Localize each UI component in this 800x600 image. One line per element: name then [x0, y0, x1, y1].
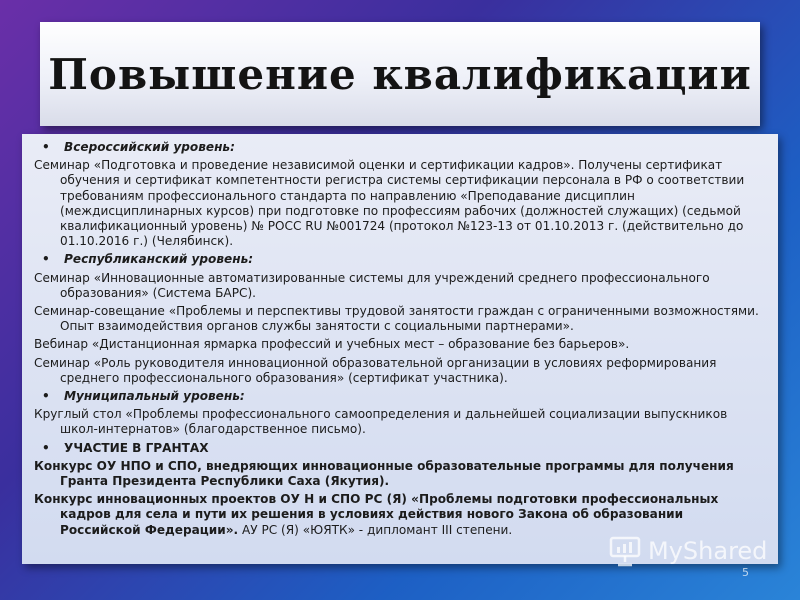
section-heading-grants: • УЧАСТИЕ В ГРАНТАХ: [34, 441, 766, 456]
grant-item: [34, 492, 766, 538]
grant-item: Конкурс ОУ НПО и СПО, внедряющих инновационные образовательные программы для получения Гранта Президента Республики Саха (Якутия).: [34, 458, 734, 489]
title-box: [40, 22, 760, 126]
section-heading-municipal: • Муниципальный уровень:: [34, 389, 766, 404]
watermark-text: MyShared: [648, 537, 768, 565]
slide-title: Повышение квалификации: [48, 49, 752, 99]
content-box: [22, 134, 778, 564]
list-item: Семинар «Инновационные автоматизированные системы для учреждений среднего профессионального образования» (Система БАРС).: [34, 270, 710, 300]
grant-item-result: АУ РС (Я) «ЮЯТК» - дипломант III степени.: [238, 522, 513, 537]
list-item: Семинар-совещание «Проблемы и перспективы трудовой занятости граждан с ограниченными возможностями. Опыт взаимодействия органов службы занятости с социальными партнерами».: [34, 304, 759, 334]
section-heading-republic: • Республиканский уровень:: [34, 252, 766, 267]
presentation-board-icon: [608, 534, 642, 568]
page-number: 5: [742, 566, 749, 579]
grant-item-bold: Конкурс инновационных проектов ОУ Н и СПО РС (Я) «Проблемы подготовки профессиональных кадров для села и пути их решения в условиях действия нового Закона об образовании Российской Федерации».: [34, 492, 719, 537]
list-item: Семинар «Подготовка и проведение независимой оценки и сертификации кадров». Получены сертификат обучения и сертификат компетентности регистра системы сертификации персонала в РФ о соответствии требованиям профессионального стандарта по направлению «Преподавание дисциплин (междисциплинарных курсов) при подготовке по профессиям рабочих (должностей служащих) (седьмой квалификационный уровень) № РОСС RU №001724 (протокол №123-13 от 01.10.2013 г. (действительно до 01.10.2016 г.) (Челябинск).: [34, 158, 745, 249]
list-item: Семинар «Роль руководителя инновационной образовательной организации в условиях реформирования среднего профессионального образования» (сертификат участника).: [34, 355, 717, 385]
section-heading-federal: • Всероссийский уровень:: [34, 140, 766, 155]
list-item: Вебинар «Дистанционная ярмарка профессий и учебных мест – образование без барьеров».: [34, 337, 630, 352]
watermark: [608, 534, 767, 568]
list-item: Круглый стол «Проблемы профессионального самоопределения и дальнейшей социализации выпускников школ-интернатов» (благодарственное письмо).: [34, 407, 728, 437]
